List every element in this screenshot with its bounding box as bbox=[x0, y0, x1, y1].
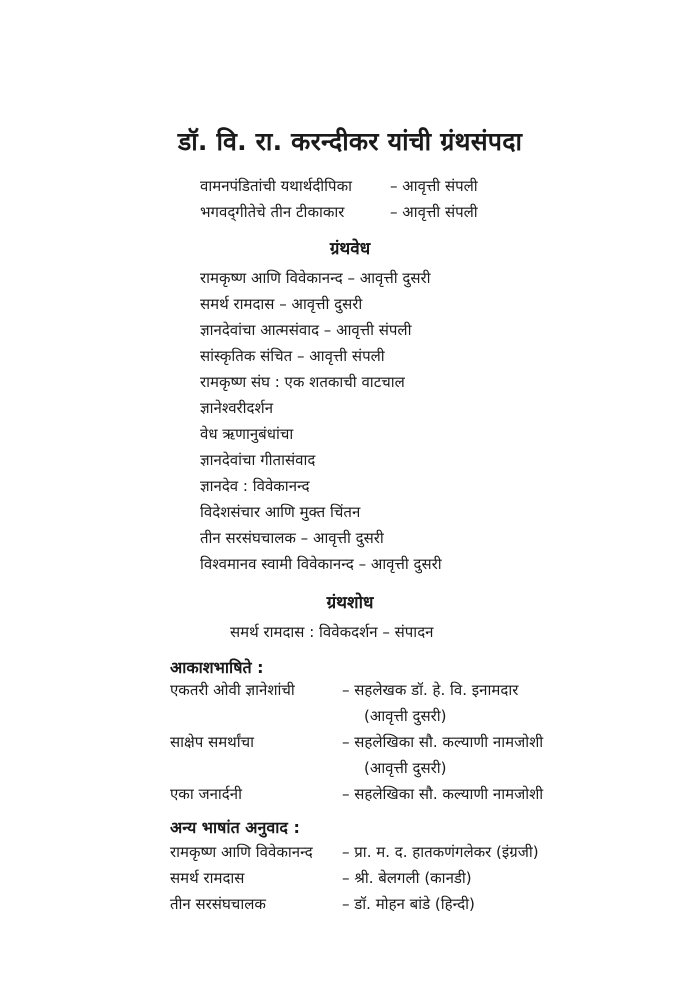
list-item: रामकृष्ण आणि विवेकानन्द – आवृत्ती दुसरी bbox=[200, 269, 431, 287]
table-row-title: तीन सरसंघचालक bbox=[170, 895, 266, 913]
list-item: सांस्कृतिक संचित – आवृत्ती संपली bbox=[200, 347, 385, 365]
list-item: तीन सरसंघचालक – आवृत्ती दुसरी bbox=[200, 529, 384, 547]
section-heading-granthvedh: ग्रंथवेध bbox=[329, 239, 371, 259]
section-heading-translations: अन्य भाषांत अनुवाद : bbox=[170, 818, 300, 837]
table-row-credit: – सहलेखक डॉ. हे. वि. इनामदार bbox=[342, 681, 519, 699]
list-item: ज्ञानेश्वरीदर्शन bbox=[200, 399, 274, 417]
table-row-note: (आवृत्ती दुसरी) bbox=[364, 707, 447, 725]
section-heading-akashvani: आकाशभाषिते : bbox=[170, 658, 264, 677]
list-item: ज्ञानदेवांचा गीतासंवाद bbox=[200, 451, 316, 469]
intro-item-name: वामनपंडितांची यथार्थदीपिका bbox=[200, 177, 352, 195]
page-title: डॉ. वि. रा. करन्दीकर यांची ग्रंथसंपदा bbox=[177, 127, 523, 156]
list-item: ज्ञानदेवांचा आत्मसंवाद – आवृत्ती संपली bbox=[200, 321, 412, 339]
table-row-credit: – श्री. बेलगली (कानडी) bbox=[342, 869, 472, 887]
list-item: विश्वमानव स्वामी विवेकानन्द – आवृत्ती दुसरी bbox=[200, 555, 442, 573]
list-item: वेध ऋणानुबंधांचा bbox=[200, 425, 294, 443]
list-item: रामकृष्ण संघ : एक शतकाची वाटचाल bbox=[200, 373, 405, 391]
list-item: समर्थ रामदास – आवृत्ती दुसरी bbox=[200, 295, 363, 313]
table-row-title: समर्थ रामदास bbox=[170, 869, 245, 887]
table-row-title: रामकृष्ण आणि विवेकानन्द bbox=[170, 843, 313, 861]
intro-item-status: – आवृत्ती संपली bbox=[390, 203, 478, 221]
list-item: समर्थ रामदास : विवेकदर्शन – संपादन bbox=[230, 623, 434, 641]
table-row-credit: – डॉ. मोहन बांडे (हिन्दी) bbox=[342, 895, 475, 913]
intro-item-status: – आवृत्ती संपली bbox=[390, 177, 478, 195]
table-row-credit: – सहलेखिका सौ. कल्याणी नामजोशी bbox=[342, 733, 544, 751]
table-row-note: (आवृत्ती दुसरी) bbox=[364, 759, 447, 777]
intro-item-name: भगवद्‌गीतेचे तीन टीकाकार bbox=[200, 203, 345, 221]
list-item: विदेशसंचार आणि मुक्त चिंतन bbox=[200, 503, 361, 521]
table-row-title: साक्षेप समर्थांचा bbox=[170, 733, 255, 751]
table-row-title: एका जनार्दनी bbox=[170, 785, 242, 803]
table-row-credit: – प्रा. म. द. हातकणंगलेकर (इंग्रजी) bbox=[342, 843, 539, 861]
table-row-credit: – सहलेखिका सौ. कल्याणी नामजोशी bbox=[342, 785, 544, 803]
section-heading-granthshodh: ग्रंथशोध bbox=[326, 593, 374, 613]
table-row-title: एकतरी ओवी ज्ञानेशांची bbox=[170, 681, 295, 699]
list-item: ज्ञानदेव : विवेकानन्द bbox=[200, 477, 310, 495]
